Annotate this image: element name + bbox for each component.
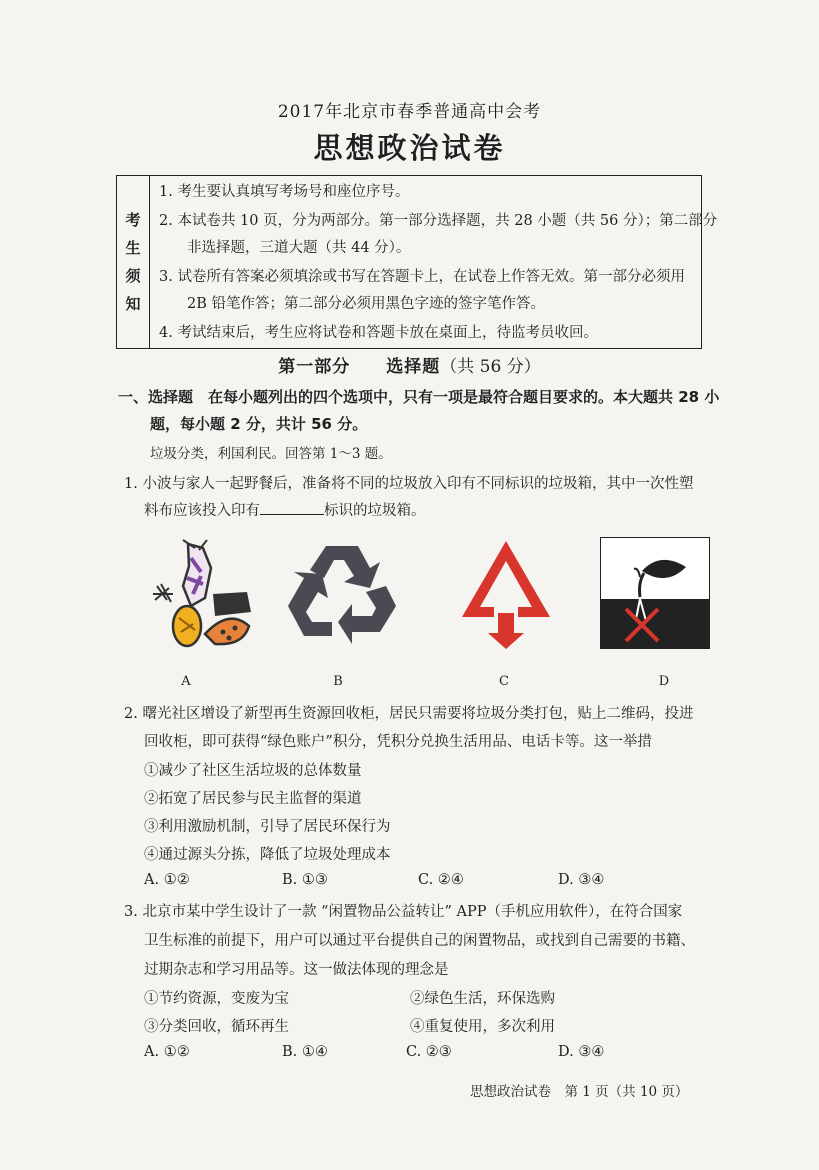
- section-title: [0, 352, 819, 377]
- question-3-item: ④重复使用，多次利用: [410, 1019, 555, 1035]
- question-3-stem-cont: 卫生标准的前提下，用户可以通过平台提供自己的闲置物品，或找到自己需要的书籍、: [144, 933, 695, 949]
- question-1-text: 料布应该投入印有: [144, 503, 260, 519]
- question-group-intro: 垃圾分类，利国利民。回答第 1～3 题。: [150, 446, 392, 462]
- notice-heading-char: 考: [125, 211, 141, 229]
- option-label-b: B: [333, 674, 343, 689]
- question-2-option-a: A. ①②: [144, 872, 190, 888]
- question-2-option-b: B. ①③: [282, 872, 328, 888]
- question-3-option-d: D. ③④: [558, 1044, 605, 1060]
- recycle-icon: [286, 540, 398, 645]
- notice-line: 4. 考试结束后，考生应将试卷和答题卡放在桌面上，待监考员收回。: [159, 325, 598, 341]
- notice-line: 2B 铅笔作答；第二部分必须用黑色字迹的签字笔作答。: [187, 296, 545, 312]
- question-1-text: 标识的垃圾箱。: [324, 503, 426, 519]
- option-label-a: A: [181, 674, 191, 689]
- question-2-item: ①减少了社区生活垃圾的总体数量: [144, 763, 362, 779]
- instruction-line: 一、选择题 在每小题列出的四个选项中，只有一项是最符合题目要求的。本大题共 28 小: [118, 388, 720, 406]
- question-2-option-d: D. ③④: [558, 872, 605, 888]
- question-3-option-c: C. ②③: [406, 1044, 452, 1060]
- section-title-score: （共 56 分）: [440, 357, 541, 377]
- notice-heading-char: 知: [125, 295, 141, 313]
- question-2-item: ②拓宽了居民参与民主监督的渠道: [144, 791, 362, 807]
- page-footer: 思想政治试卷 第 1 页（共 10 页）: [470, 1084, 689, 1100]
- question-3-item: ③分类回收，循环再生: [144, 1019, 289, 1035]
- option-label-c: C: [499, 674, 509, 689]
- red-triangle-icon: [458, 537, 554, 651]
- question-3-stem: 3. 北京市某中学生设计了一款 “闲置物品公益转让” APP（手机应用软件），在符合国家: [124, 904, 683, 920]
- option-label-d: D: [658, 674, 670, 689]
- notice-line: 1. 考生要认真填写考场号和座位序号。: [159, 184, 410, 200]
- exam-title: 思想政治试卷: [313, 131, 506, 165]
- question-3-item: ①节约资源，变废为宝: [144, 991, 289, 1007]
- notice-heading-char: 须: [125, 267, 141, 285]
- question-1-stem-cont: [144, 499, 426, 520]
- notice-heading: [117, 176, 150, 348]
- answer-blank: [260, 500, 324, 515]
- question-3-stem-cont: 过期杂志和学习用品等。这一做法体现的理念是: [144, 962, 449, 978]
- instruction-line: 题，每小题 2 分，共计 56 分。: [150, 415, 368, 433]
- question-3-item: ②绿色生活，环保选购: [410, 991, 555, 1007]
- notice-box: [116, 175, 718, 349]
- notice-line: 2. 本试卷共 10 页，分为两部分。第一部分选择题，共 28 小题（共 56 分）；第二部分: [159, 213, 718, 229]
- food-waste-icon: [143, 538, 258, 650]
- question-2-item: ④通过源头分拣，降低了垃圾处理成本: [144, 847, 391, 863]
- section-title-main: 第一部分 选择题: [278, 357, 441, 377]
- notice-heading-char: 生: [125, 239, 141, 257]
- notice-line: 3. 试卷所有答案必须填涂或书写在答题卡上，在试卷上作答无效。第一部分必须用: [159, 269, 685, 285]
- sprout-prohibited-icon: [600, 537, 710, 649]
- question-2-option-c: C. ②④: [418, 872, 464, 888]
- question-3-option-b: B. ①④: [282, 1044, 328, 1060]
- exam-subtitle: 2017年北京市春季普通高中会考: [277, 102, 542, 122]
- question-3-option-a: A. ①②: [144, 1044, 190, 1060]
- question-2-stem-cont: 回收柜，即可获得“绿色账户”积分，凭积分兑换生活用品、电话卡等。这一举措: [144, 734, 652, 750]
- question-2-stem: 2. 曙光社区增设了新型再生资源回收柜，居民只需要将垃圾分类打包，贴上二维码，投进: [124, 706, 694, 722]
- question-2-item: ③利用激励机制，引导了居民环保行为: [144, 819, 391, 835]
- notice-line: 非选择题，三道大题（共 44 分）。: [187, 240, 411, 256]
- question-1-stem: 1. 小波与家人一起野餐后，准备将不同的垃圾放入印有不同标识的垃圾箱，其中一次性塑: [124, 476, 694, 492]
